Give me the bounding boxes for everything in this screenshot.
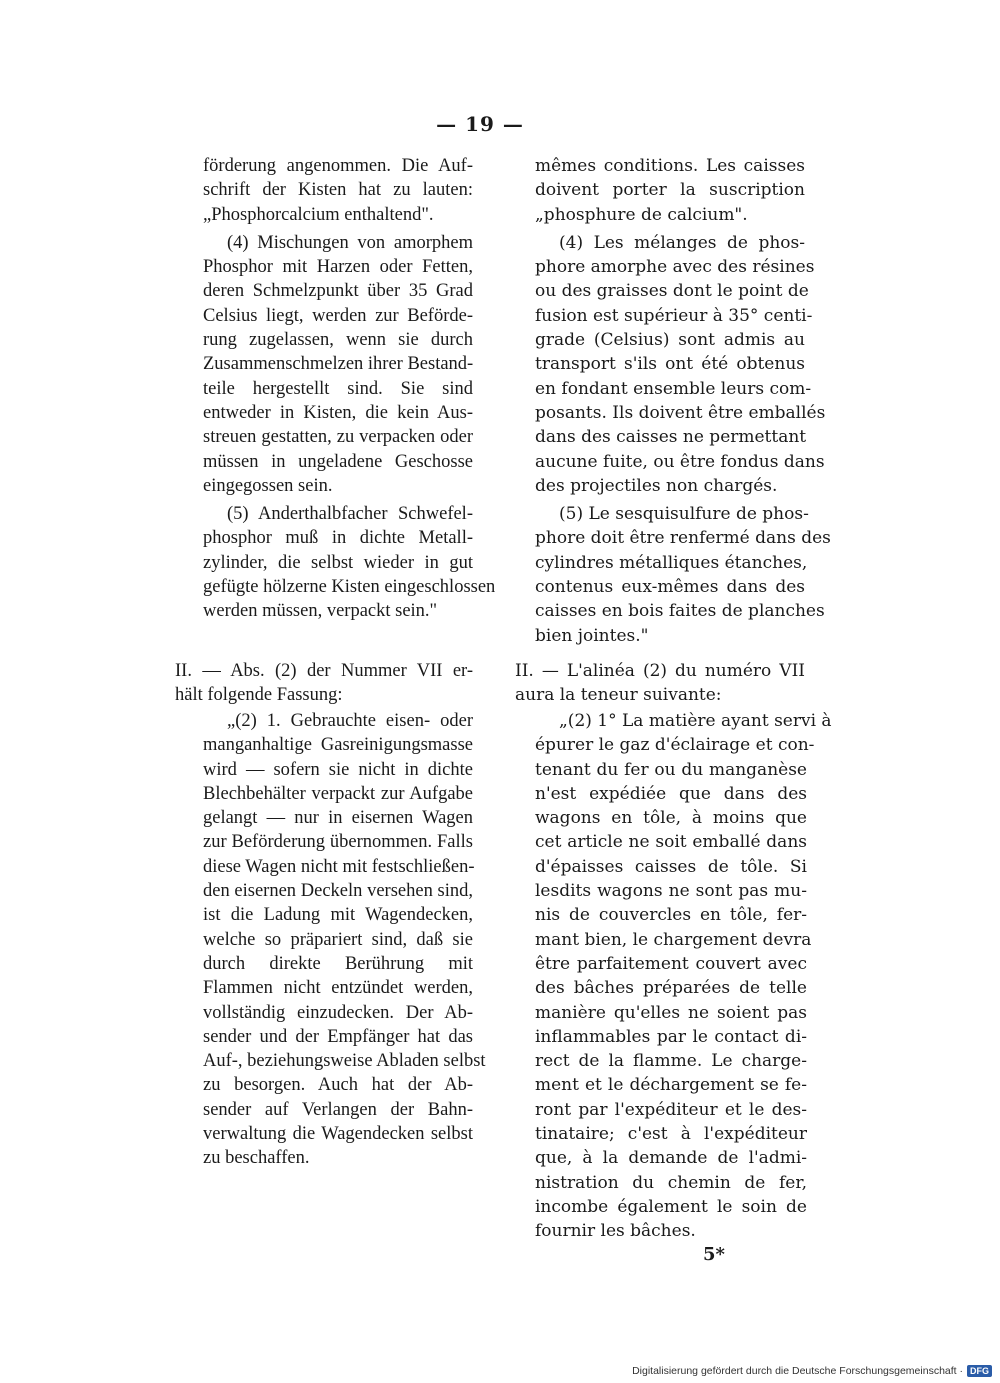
text-line: ment et le déchargement se fe- [535, 1075, 807, 1096]
text-line: ou des graisses dont le point de [535, 281, 809, 302]
digitization-footer [632, 1365, 992, 1377]
german-section-ii-body [203, 709, 486, 1171]
text-line: „(2) 1. Gebrauchte eisen- oder [227, 711, 473, 731]
text-line: zylinder, die selbst wieder in gut [203, 552, 473, 573]
text-line: phore amorphe avec des résines [535, 257, 815, 278]
german-paragraph-5 [203, 709, 486, 1171]
text-line: mêmes conditions. Les caisses [535, 156, 805, 176]
text-line: verwaltung die Wagendecken selbst [203, 1124, 473, 1145]
text-line: rect de la flamme. Le charge- [535, 1051, 807, 1072]
text-line: lesdits wagons ne sont pas mu- [535, 881, 807, 902]
text-line: wird — sofern sie nicht in dichte [203, 759, 473, 780]
text-line: Celsius liegt, werden zur Beförde- [203, 305, 473, 326]
text-line: eingegossen sein. [203, 475, 333, 496]
french-paragraph-4 [515, 659, 805, 708]
text-line: posants. Ils doivent être emballés [535, 402, 826, 423]
text-line: deren Schmelzpunkt über 35 Grad [203, 281, 473, 302]
french-paragraph-3 [535, 502, 831, 648]
text-line: müssen in ungeladene Geschosse [203, 451, 473, 472]
text-line: „phosphure de calcium". [535, 204, 748, 225]
text-line: „(2) 1° La matière ayant servi à [559, 711, 832, 731]
text-line: ist die Ladung mit Wagendecken, [203, 905, 473, 926]
text-line: cylindres métalliques étanches, [535, 552, 808, 573]
text-line: mant bien, le chargement devra [535, 929, 812, 950]
text-line: épurer le gaz d'éclairage et con- [535, 735, 815, 756]
text-line: gelangt — nur in eisernen Wagen [203, 808, 473, 829]
text-line: zur Beförderung übernommen. Falls [203, 832, 473, 853]
text-line: dans des caisses ne permettant [535, 427, 807, 448]
text-line: tenant du fer ou du manganèse [535, 759, 807, 780]
text-line: (4) Mischungen von amorphem [227, 232, 473, 253]
text-line: fusion est supérieur à 35° centi- [535, 305, 813, 326]
footer-text: Digitalisierung gefördert durch die Deutsche Forschungsgemeinschaft · [632, 1365, 963, 1377]
text-line: que, à la demande de l'admi- [535, 1148, 807, 1169]
german-paragraph-1 [203, 154, 473, 227]
text-line: aucune fuite, ou être fondus dans [535, 451, 825, 472]
text-line: contenus eux-mêmes dans des [535, 577, 805, 598]
text-line: Zusammenschmelzen ihrer Bestand- [203, 354, 474, 375]
text-line: (5) Anderthalbfacher Schwefel- [227, 504, 473, 525]
text-line: cet article ne soit emballé dans [535, 832, 807, 853]
text-line: II. — L'alinéa (2) du numéro VII [515, 661, 805, 681]
text-line: den eisernen Deckeln versehen sind, [203, 881, 473, 902]
text-line: nis de couvercles en tôle, fer- [535, 905, 807, 926]
text-line: wagons en tôle, à moins que [535, 808, 807, 829]
text-line: gefügte hölzerne Kisten eingeschlossen [203, 577, 496, 598]
text-line: des projectiles non chargés. [535, 475, 778, 496]
text-line: streuen gestatten, zu verpacken oder [203, 427, 473, 448]
text-line: entweder in Kisten, die kein Aus- [203, 402, 473, 423]
text-line: être parfaitement couvert avec [535, 953, 807, 974]
text-line: caisses en bois faites de planches [535, 601, 825, 622]
text-line: bien jointes." [535, 625, 649, 646]
german-paragraph-4 [175, 659, 473, 708]
text-line: schrift der Kisten hat zu lauten: [203, 180, 473, 201]
text-line: nistration du chemin de fer, [535, 1172, 807, 1193]
text-line: förderung angenommen. Die Auf- [203, 156, 473, 176]
text-line: II. — Abs. (2) der Nummer VII er- [175, 661, 473, 681]
text-line: Flammen nicht entzündet werden, [203, 978, 473, 999]
text-line: doivent porter la suscription [535, 180, 805, 201]
dfg-logo: DFG [967, 1365, 992, 1377]
text-line: transport s'ils ont été obtenus [535, 354, 805, 375]
text-line: Blechbehälter verpackt zur Aufgabe [203, 783, 473, 804]
text-line: zu besorgen. Auch hat der Ab- [203, 1075, 473, 1096]
text-line: (4) Les mélanges de phos- [559, 232, 805, 253]
text-line: sender und der Empfänger hat das [203, 1026, 473, 1047]
text-line: zu beschaffen. [203, 1148, 310, 1169]
german-column [203, 154, 496, 624]
signature-mark: 5* [703, 1244, 725, 1265]
text-line: manière qu'elles ne soient pas [535, 1002, 807, 1023]
text-line: phore doit être renfermé dans des [535, 528, 831, 549]
text-line: „Phosphorcalcium enthaltend". [203, 204, 434, 225]
text-line: vollständig einzudecken. Der Ab- [203, 1002, 473, 1023]
text-line: grade (Celsius) sont admis au [535, 330, 805, 351]
french-paragraph-1 [535, 154, 805, 227]
text-line: des bâches préparées de telle [535, 978, 807, 999]
text-line: inflammables par le contact di- [535, 1026, 807, 1047]
french-section-ii [515, 659, 805, 708]
french-paragraph-5 [535, 709, 832, 1244]
german-paragraph-2 [203, 231, 473, 498]
french-paragraph-2 [535, 231, 826, 498]
german-paragraph-3 [203, 502, 496, 623]
text-line: rung zugelassen, wenn sie durch [203, 330, 473, 351]
text-line: aura la teneur suivante: [515, 685, 722, 706]
text-line: hält folgende Fassung: [175, 685, 343, 706]
text-line: werden müssen, verpackt sein." [203, 601, 438, 622]
page-number: — 19 — [436, 112, 524, 136]
text-line: Phosphor mit Harzen oder Fetten, [203, 257, 473, 278]
text-line: Auf-, beziehungsweise Abladen selbst [203, 1051, 486, 1072]
text-line: n'est expédiée que dans des [535, 783, 807, 804]
text-line: (5) Le sesquisulfure de phos- [559, 504, 809, 525]
text-line: durch direkte Berührung mit [203, 953, 473, 974]
text-line: incombe également le soin de [535, 1196, 807, 1217]
french-section-ii-body [535, 709, 832, 1244]
text-line: diese Wagen nicht mit festschließen- [203, 856, 475, 877]
text-line: welche so präpariert sind, daß sie [203, 929, 473, 950]
text-line: phosphor muß in dichte Metall- [203, 528, 473, 549]
text-line: sender auf Verlangen der Bahn- [203, 1099, 473, 1120]
text-line: ront par l'expéditeur et le des- [535, 1099, 807, 1120]
text-line: tinataire; c'est à l'expéditeur [535, 1124, 807, 1145]
text-line: teile hergestellt sind. Sie sind [203, 378, 473, 399]
german-section-ii [175, 659, 473, 708]
french-column [535, 154, 831, 648]
text-line: fournir les bâches. [535, 1221, 696, 1242]
text-line: manganhaltige Gasreinigungsmasse [203, 735, 473, 756]
text-line: d'épaisses caisses de tôle. Si [535, 856, 807, 877]
text-line: en fondant ensemble leurs com- [535, 378, 812, 399]
